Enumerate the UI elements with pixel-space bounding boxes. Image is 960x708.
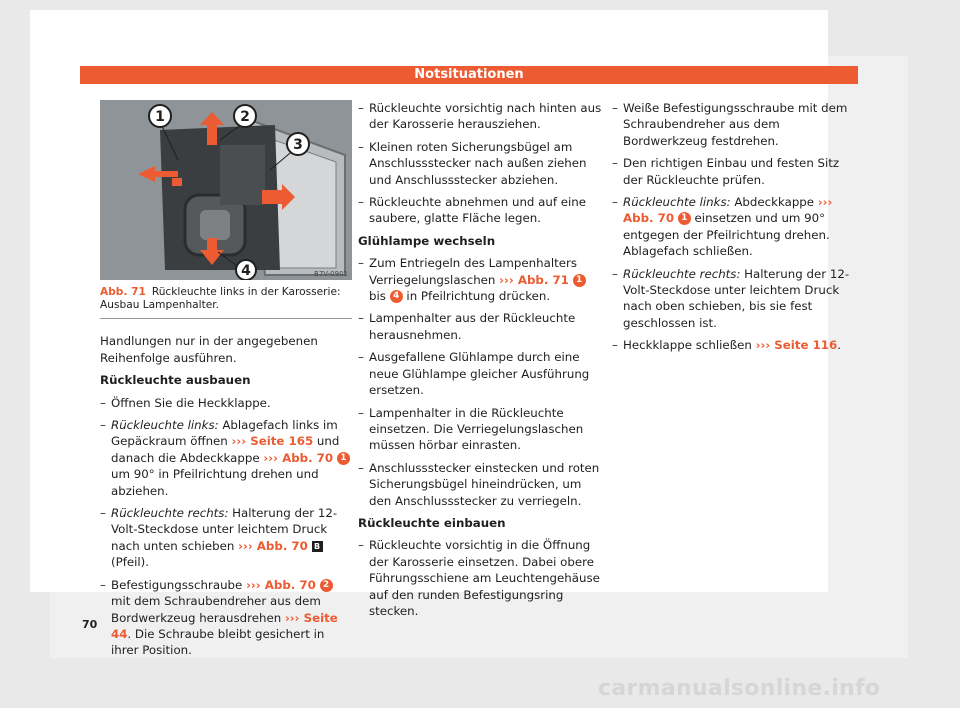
page-link[interactable]: ››› Seite 44 [111,610,338,641]
step-text: in Pfeilrichtung drücken. [406,289,551,304]
step-text: um 90° in Pfeilrichtung drehen und abziehen. [111,467,319,498]
figure-link[interactable]: ››› Abb. 71 [499,272,569,287]
step-red-clip: – Kleinen roten Sicherungsbügel am Anschlussstecker nach außen ziehen und Anschlussstecker abziehen. [358,139,604,188]
step-text: und danach die Abdeckkappe [111,434,340,465]
step-text: Zum Entriegeln des Lampenhalters Verriegelungslaschen [369,256,578,287]
intro-text: Handlungen nur in der angegebenen Reihenfolge ausführen. [100,334,318,365]
watermark: carmanualsonline.info [598,676,881,701]
figure-code: B7V-0901 [314,270,348,278]
column-2 [358,100,604,625]
step-text: . [837,338,841,353]
page-number: 70 [82,618,98,631]
step-left-cap [612,194,858,260]
number-badge: 1 [678,212,691,225]
section-header: Notsituationen [80,66,858,84]
step-right-light [100,505,352,571]
callout-2-label: 2 [240,109,250,125]
number-badge: 4 [390,290,403,303]
page-link[interactable]: ››› Seite 116 [755,338,838,353]
step-label: Rückleuchte rechts: [623,266,741,281]
step-left-light [100,417,352,499]
step-text: (Pfeil). [111,555,150,570]
step-screw [100,577,352,659]
figure-caption [100,286,352,319]
step-label: Rückleuchte links: [623,195,731,210]
figure-link[interactable]: ››› Abb. 70 [263,450,334,465]
page-link[interactable]: ››› Seite 165 [231,434,314,449]
step-take-holder: – Lampenhalter aus der Rückleuchte herausnehmen. [358,310,604,343]
number-badge: 1 [337,452,350,465]
heading-gluehlampe: Glühlampe wechseln [358,233,496,248]
tail-light-figure [100,100,352,280]
step-check-fit: – Den richtigen Einbau und festen Sitz der Rückleuchte prüfen. [612,155,858,188]
step-unlock-holder [358,255,604,304]
figure-link[interactable]: ››› Abb. 70 [238,538,308,553]
step-text: Befestigungsschraube [111,577,243,592]
step-remove-light: – Rückleuchte abnehmen und auf eine saubere, glatte Fläche legen. [358,194,604,227]
step-pull-out: – Rückleuchte vorsichtig nach hinten aus der Karosserie herausziehen. [358,100,604,133]
step-label: Rückleuchte links: [111,418,219,433]
heading-einbauen: Rückleuchte einbauen [358,515,506,530]
step-replace-bulb: – Ausgefallene Glühlampe durch eine neue Glühlampe gleicher Ausführung ersetzen. [358,349,604,398]
caption-text: Rückleuchte links in der Karosserie: Ausbau Lampenhalter. [100,286,341,312]
figure-link[interactable]: ››› Abb. 70 [246,577,316,592]
step-text: Halterung der 12-Volt-Steckdose unter leichtem Druck nach oben schieben, bis sie fest geschlossen ist. [623,266,850,330]
number-badge: 1 [573,274,586,287]
figure-callouts [100,100,352,280]
step-right-holder [612,266,858,332]
heading-ausbauen: Rückleuchte ausbauen [100,373,251,388]
step-text: einsetzen und um 90° entgegen der Pfeilrichtung drehen. Ablagefach schließen. [623,211,830,259]
step-close-tailgate [612,337,858,353]
step-open-tailgate: – Öffnen Sie die Heckklappe. [100,395,352,411]
step-text: Heckklappe schließen [623,338,752,353]
step-tighten-screw: – Weiße Befestigungsschraube mit dem Schraubendreher aus dem Bordwerkzeug festdrehen. [612,100,858,149]
step-insert-light: – Rückleuchte vorsichtig in die Öffnung der Karosserie einsetzen. Dabei obere Führungsschiene am Leuchtengehäuse auf den runden Befestigungsring stecken. [358,537,604,619]
letter-badge: B [312,541,323,552]
callout-4-label: 4 [241,263,251,279]
column-3 [612,100,858,360]
figure-link[interactable]: ››› Abb. 70 [623,195,833,226]
callout-3-label: 3 [293,137,303,153]
step-label: Rückleuchte rechts: [111,506,229,521]
step-text: . Die Schraube bleibt gesichert in ihrer Position. [111,626,325,658]
step-text: bis [369,289,386,304]
step-text: Ablagefach links im Gepäckraum öffnen [111,418,338,449]
callout-1-label: 1 [155,109,165,125]
step-text: Abdeckkappe [734,195,815,210]
caption-abb: Abb. 71 [100,286,146,298]
column-1 [100,100,352,665]
number-badge: 2 [320,579,333,592]
step-insert-holder: – Lampenhalter in die Rückleuchte einsetzen. Die Verriegelungslaschen müssen hörbar einrasten. [358,405,604,454]
step-connect-plug: – Anschlussstecker einstecken und roten Sicherungsbügel hineindrücken, um den Anschlussstecker zu verriegeln. [358,460,604,509]
step-text: mit dem Schraubendreher aus dem Bordwerkzeug herausdrehen [111,594,321,625]
step-text: Halterung der 12-Volt-Steckdose unter leichtem Druck nach unten schieben [111,506,338,553]
